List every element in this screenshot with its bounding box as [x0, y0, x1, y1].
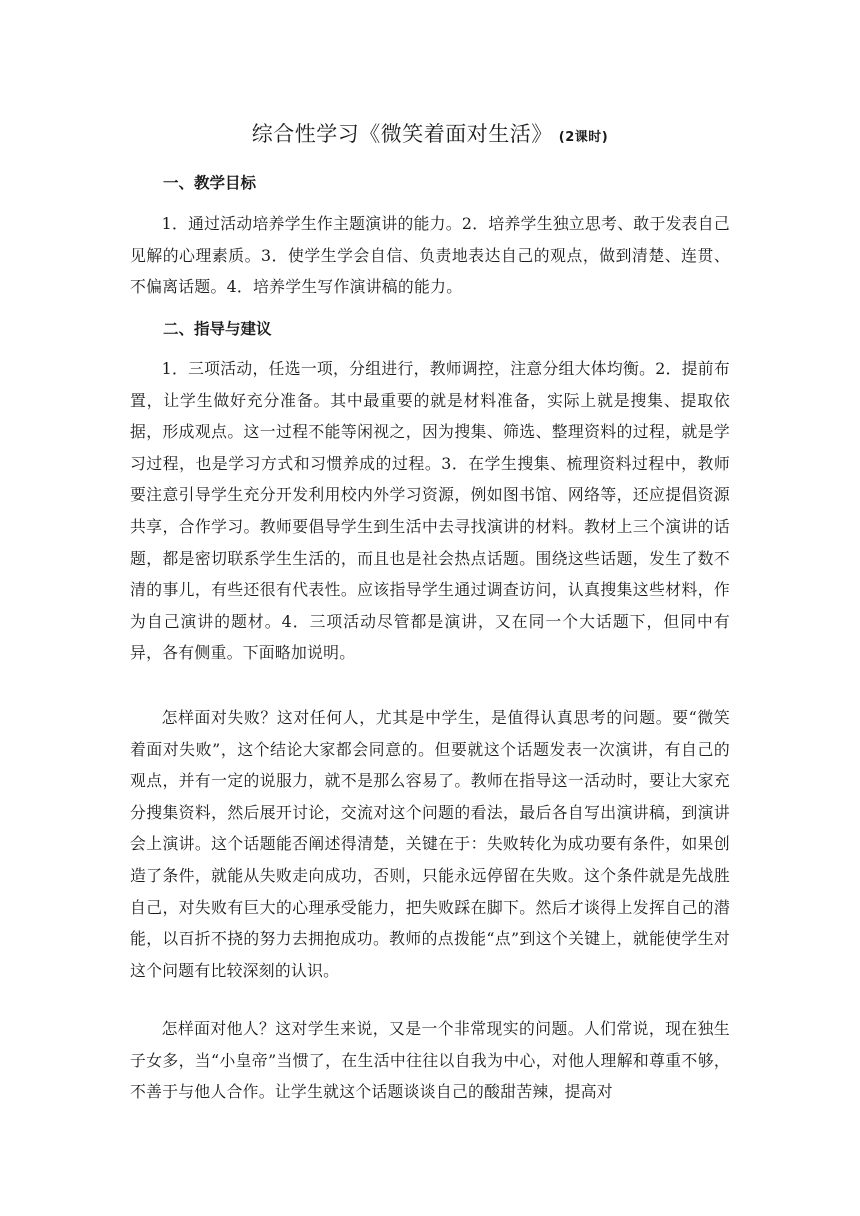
title-note: (2课时) — [558, 130, 609, 145]
guidance-paragraph-1: 1．三项活动，任选一项，分组进行，教师调控，注意分组大体均衡。2．提前布置，让学生做好充分准备。其中最重要的就是材料准备，实际上就是搜集、提取依据，形成观点。这一过程不能等闲视之，因为搜集、筛选、整理资料的过程，就是学习过程，也是学习方式和习惯养成的过程。3．在学生搜集、梳理资料过程中，教师要注意引导学生充分开发利用校内外学习资源，例如图书馆、网络等，还应提倡资源共享，合作学习。教师要倡导学生到生活中去寻找演讲的材料。教材上三个演讲的话题，都是密切联系学生生活的，而且也是社会热点话题。围绕这些话题，发生了数不清的事儿，有些还很有代表性。应该指导学生通过调查访问，认真搜集这些材料，作为自己演讲的题材。4．三项活动尽管都是演讲，又在同一个大话题下，但同中有异，各有侧重。下面略加说明。 — [130, 359, 730, 663]
guidance-paragraph-3: 怎样面对他人？这对学生来说，又是一个非常现实的问题。人们常说，现在独生子女多，当“小皇帝”当惯了，在生活中往往以自我为中心，对他人理解和尊重不够，不善于与他人合作。让学生就这个话题谈谈自己的酸甜苦辣，提高对 — [130, 1019, 730, 1102]
guidance-paragraph-2: 怎样面对失败？这对任何人，尤其是中学生，是值得认真思考的问题。要“微笑着面对失败”，这个结论大家都会同意的。但要就这个话题发表一次演讲，有自己的观点，并有一定的说服力，就不是那么容易了。教师在指导这一活动时，要让大家充分搜集资料，然后展开讨论，交流对这个问题的看法，最后各自写出演讲稿，到演讲会上演讲。这个话题能否阐述得清楚，关键在于：失败转化为成功要有条件，如果创造了条件，就能从失败走向成功，否则，只能永远停留在失败。这个条件就是先战胜自己，对失败有巨大的心理承受能力，把失败踩在脚下。然后才谈得上发挥自己的潜能，以百折不挠的努力去拥抱成功。教师的点拨能“点”到这个关键上，就能使学生对这个问题有比较深刻的认识。 — [130, 708, 730, 980]
title-text: 综合性学习《微笑着面对生活》 — [251, 122, 553, 146]
section-heading-objectives: 一、教学目标 — [163, 174, 257, 192]
page-title — [0, 118, 860, 148]
section-heading-guidance: 二、指导与建议 — [163, 320, 272, 338]
objectives-paragraph: 1．通过活动培养学生作主题演讲的能力。2．培养学生独立思考、敢于发表自己见解的心理素质。3．使学生学会自信、负责地表达自己的观点，做到清楚、连贯、不偏离话题。4．培养学生写作演讲稿的能力。 — [130, 214, 730, 297]
